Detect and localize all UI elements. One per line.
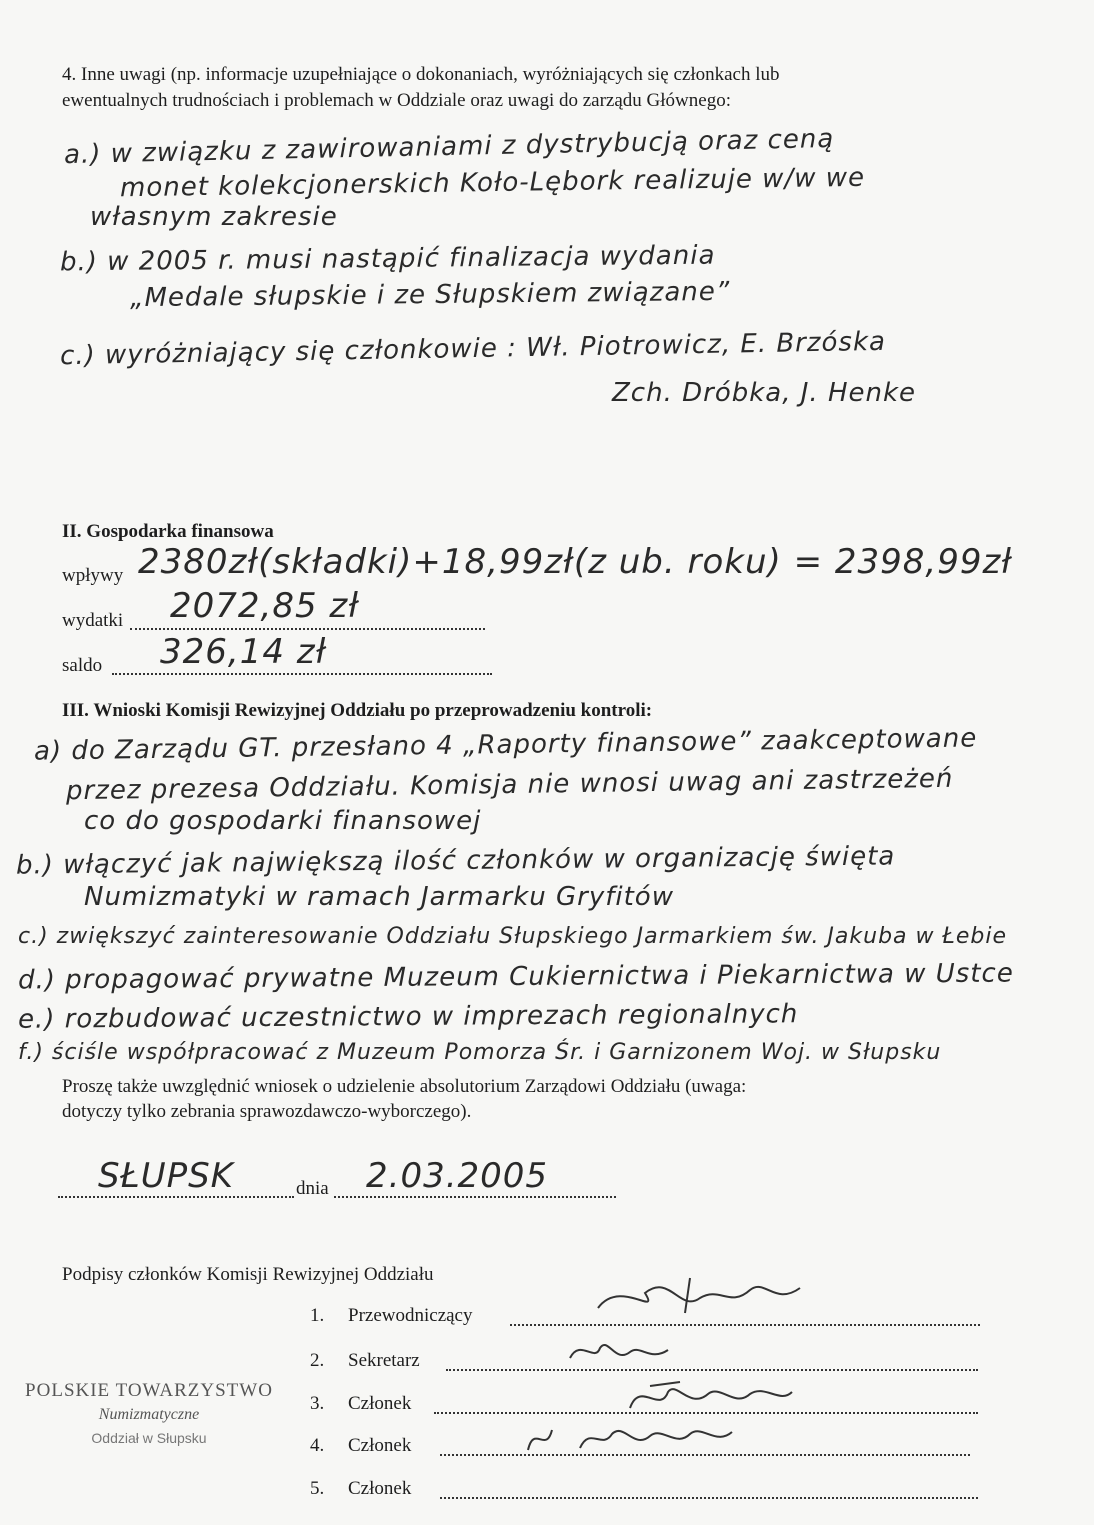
section3-heading: III. Wnioski Komisji Rewizyjnej Oddziału po przeprowadzeniu kontroli: xyxy=(62,700,653,721)
handwritten-note: b.) w 2005 r. musi nastąpić finalizacja wydania xyxy=(59,240,716,278)
signatures-heading: Podpisy członków Komisji Rewizyjnej Oddziału xyxy=(62,1264,434,1285)
handwritten-note: a.) w związku z zawirowaniami z dystrybucją oraz ceną xyxy=(63,123,835,171)
handwritten-item: Numizmatyki w ramach Jarmarku Gryfitów xyxy=(84,882,674,912)
dotted-line xyxy=(112,673,492,675)
sig-role-member: Członek xyxy=(348,1435,412,1456)
handwritten-note: c.) wyróżniający się członkowie : Wł. Piotrowicz, E. Brzóska xyxy=(59,326,887,372)
organization-stamp xyxy=(14,1380,284,1446)
expenses-label: wydatki xyxy=(62,610,124,631)
balance-value: 326,14 zł xyxy=(160,632,327,672)
handwritten-item: c.) zwiększyć zainteresowanie Oddziału Słupskiego Jarmarkiem św. Jakuba w Łebie xyxy=(18,924,1008,949)
signature-line xyxy=(446,1369,978,1371)
signature-chair xyxy=(590,1268,820,1328)
handwritten-note: „Medale słupskie i ze Słupskiem związane” xyxy=(129,276,731,314)
handwritten-item: b.) włączyć jak największą ilość członków w organizację święta xyxy=(15,841,896,881)
expenses-value: 2072,85 zł xyxy=(170,586,360,626)
handwritten-note: Zch. Dróbka, J. Henke xyxy=(612,378,917,408)
absolutorium-note-line1: Proszę także uwzględnić wniosek o udzielenie absolutorium Zarządowi Oddziału (uwaga: xyxy=(62,1076,747,1097)
sig-row-num: 5. xyxy=(310,1478,325,1499)
dotted-line xyxy=(334,1196,616,1198)
stamp-line: Oddział w Słupsku xyxy=(91,1430,207,1446)
sig-role-member: Członek xyxy=(348,1478,412,1499)
dotted-line xyxy=(58,1196,294,1198)
sig-row-num: 4. xyxy=(310,1435,325,1456)
handwritten-item: a) do Zarządu GT. przesłano 4 „Raporty finansowe” zaakceptowane xyxy=(33,723,978,767)
sig-role-chair: Przewodniczący xyxy=(348,1305,473,1326)
stamp-line: Numizmatyczne xyxy=(98,1406,200,1423)
sig-role-secretary: Sekretarz xyxy=(348,1350,420,1371)
handwritten-item: przez prezesa Oddziału. Komisja nie wnosi uwag ani zastrzeżeń xyxy=(65,763,954,807)
handwritten-item: co do gospodarki finansowej xyxy=(84,806,482,836)
section2-heading: II. Gospodarka finansowa xyxy=(62,521,274,542)
date-label: dnia xyxy=(296,1178,329,1199)
handwritten-item: e.) rozbudować uczestnictwo w imprezach regionalnych xyxy=(17,999,799,1035)
handwritten-item: f.) ściśle współpracować z Muzeum Pomorza Śr. i Garnizonem Woj. w Słupsku xyxy=(18,1040,942,1065)
sig-row-num: 3. xyxy=(310,1393,325,1414)
absolutorium-note-line2: dotyczy tylko zebrania sprawozdawczo-wyborczego). xyxy=(62,1101,472,1122)
date-value: 2.03.2005 xyxy=(366,1156,549,1196)
section4-heading-line1: 4. Inne uwagi (np. informacje uzupełniające o dokonaniach, wyróżniających się członkach lub xyxy=(62,64,780,85)
stamp-line: POLSKIE TOWARZYSTWO xyxy=(25,1380,273,1401)
signature-line xyxy=(440,1497,978,1499)
income-value: 2380zł(składki)+18,99zł(z ub. roku) = 2398,99zł xyxy=(138,542,1013,582)
income-label: wpływy xyxy=(62,565,124,586)
handwritten-note: monet kolekcjonerskich Koło-Lębork realizuje w/w we xyxy=(119,162,866,204)
dotted-line xyxy=(130,628,485,630)
balance-label: saldo xyxy=(62,655,103,676)
sig-row-num: 2. xyxy=(310,1350,325,1371)
sig-row-num: 1. xyxy=(310,1305,325,1326)
signature-member-4 xyxy=(520,1414,740,1460)
handwritten-note: własnym zakresie xyxy=(90,202,338,232)
section4-heading-line2: ewentualnych trudnościach i problemach w Oddziale oraz uwagi do zarządu Głównego: xyxy=(62,90,731,111)
place-value: SŁUPSK xyxy=(98,1156,234,1196)
handwritten-item: d.) propagować prywatne Muzeum Cukiernictwa i Piekarnictwa w Ustce xyxy=(17,958,1014,996)
signature-secretary xyxy=(560,1328,680,1372)
sig-role-member: Członek xyxy=(348,1393,412,1414)
